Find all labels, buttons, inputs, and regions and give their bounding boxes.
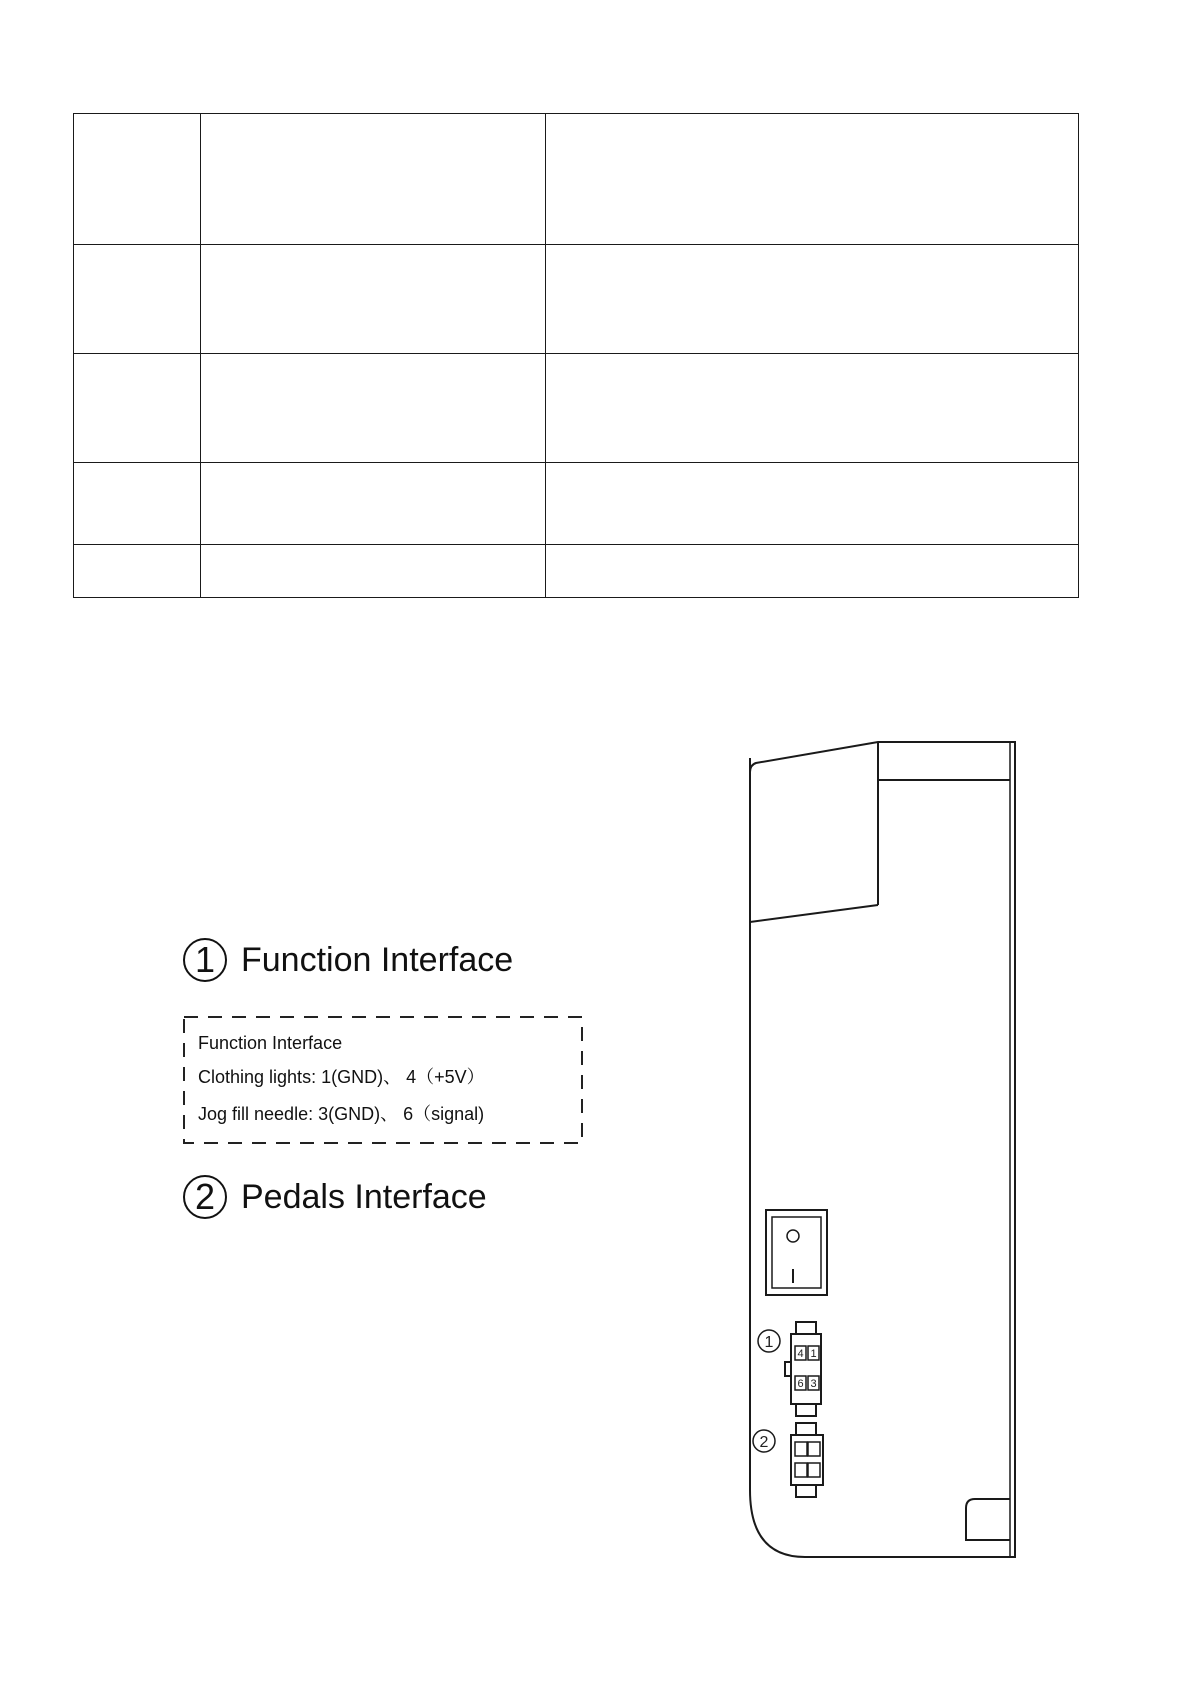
device-body-outline (750, 742, 1015, 1557)
callout-label-2: 2 (759, 1434, 769, 1451)
table-cell (74, 245, 201, 354)
circled-number-1: 1 (183, 938, 227, 982)
function-interface-title: Function Interface (241, 940, 514, 979)
table-cell (546, 114, 1079, 245)
note-title: Function Interface (198, 1033, 343, 1053)
table-cell (201, 463, 546, 545)
pedals-interface-title: Pedals Interface (241, 1177, 487, 1216)
top-panel-bottom-edge (750, 905, 878, 922)
pedals-interface-heading (183, 1175, 487, 1219)
table-cell (546, 545, 1079, 598)
table-cell (201, 545, 546, 598)
pin-label-1: 1 (810, 1348, 817, 1360)
pin-label-3: 3 (810, 1378, 817, 1390)
table-cell (546, 354, 1079, 463)
table-cell (201, 354, 546, 463)
table-cell (74, 354, 201, 463)
table-cell (74, 114, 201, 245)
device-foot (966, 1499, 1010, 1540)
table-row (74, 545, 1079, 598)
table-row (74, 245, 1079, 354)
pin-label-6: 6 (797, 1378, 804, 1390)
table-cell (201, 245, 546, 354)
power-switch (766, 1210, 827, 1295)
table-cell (74, 545, 201, 598)
pedals-connector (791, 1423, 823, 1497)
controller-side-diagram (740, 740, 1030, 1560)
table-row (74, 463, 1079, 545)
switch-off-symbol (787, 1230, 799, 1242)
function-interface-note (183, 1016, 583, 1144)
circled-number-2: 2 (183, 1175, 227, 1219)
note-jog-fill-needle: Jog fill needle: 3(GND)、 6（signal) (198, 1104, 485, 1124)
table-row (74, 354, 1079, 463)
table-row (74, 114, 1079, 245)
table-cell (546, 463, 1079, 545)
table-cell (546, 245, 1079, 354)
function-interface-heading (183, 938, 513, 982)
table-cell (201, 114, 546, 245)
table-cell (74, 463, 201, 545)
function-connector (785, 1322, 821, 1416)
pin-label-4: 4 (797, 1348, 804, 1360)
callout-label-1: 1 (764, 1334, 774, 1351)
note-clothing-lights: Clothing lights: 1(GND)、 4（+5V） (198, 1067, 485, 1087)
spec-table (73, 113, 1079, 598)
